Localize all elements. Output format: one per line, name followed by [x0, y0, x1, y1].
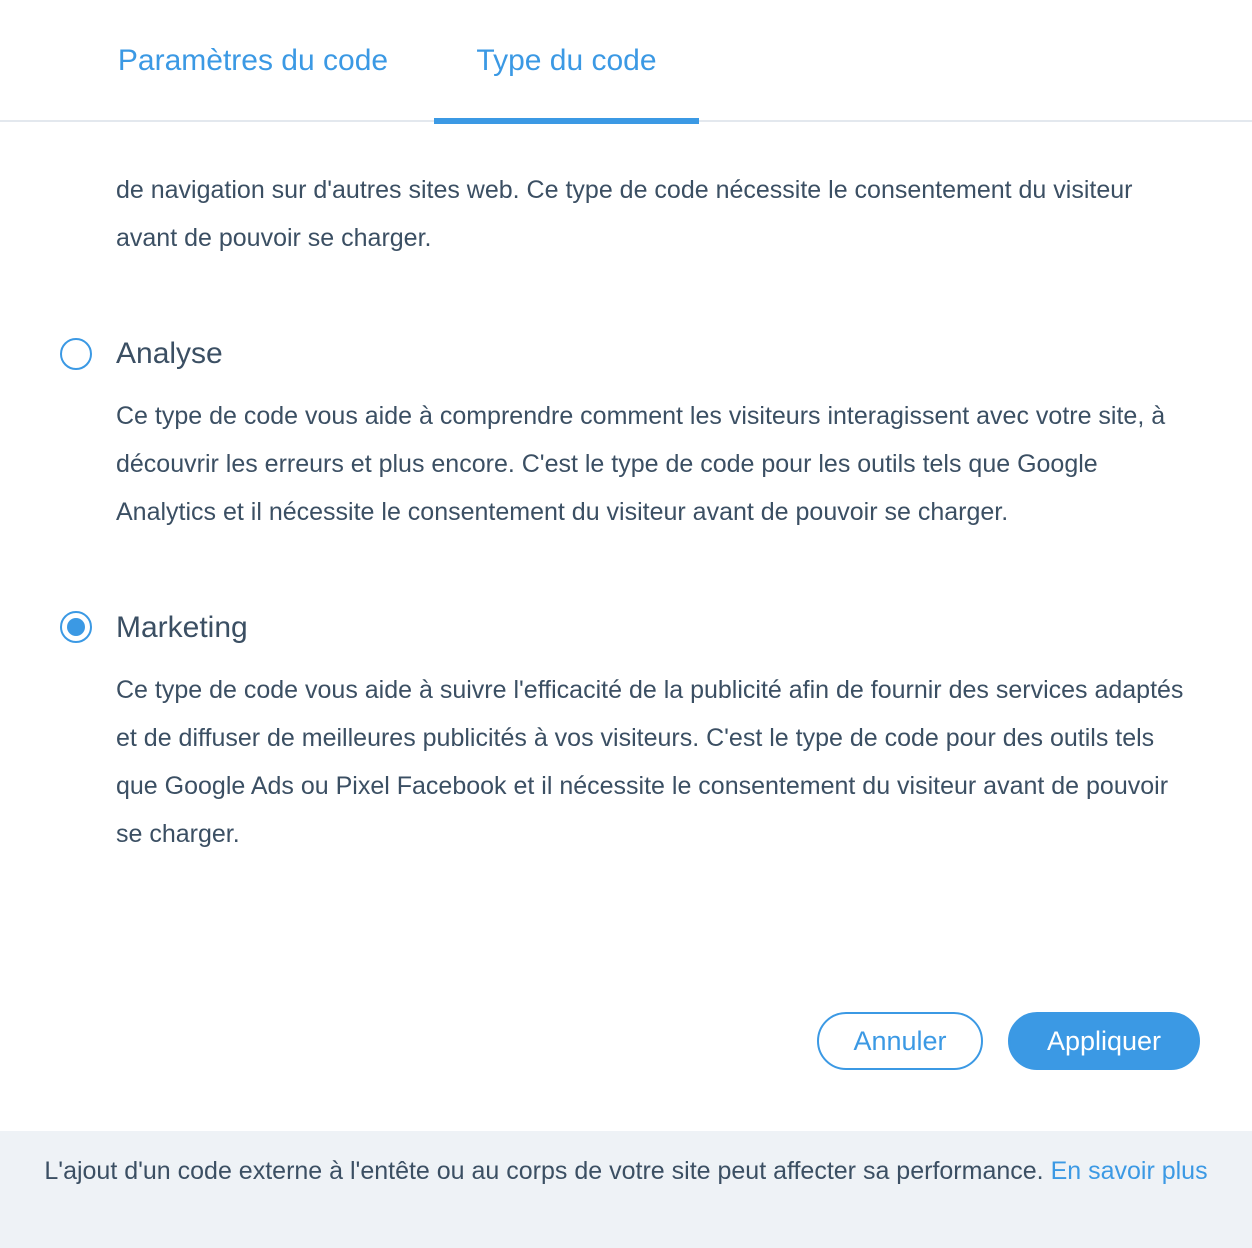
cancel-button[interactable]: Annuler	[817, 1012, 983, 1070]
learn-more-link[interactable]: En savoir plus	[1050, 1157, 1208, 1185]
tab-code-type[interactable]: Type du code	[434, 0, 699, 122]
footer-notice	[0, 1131, 1252, 1248]
footer-text: L'ajout d'un code externe à l'entête ou au corps de votre site peut affecter sa performance.	[44, 1157, 1044, 1185]
apply-button[interactable]: Appliquer	[1008, 1012, 1200, 1070]
radio-marketing[interactable]	[60, 611, 92, 643]
radio-analyse[interactable]	[60, 338, 92, 370]
option-description-marketing: Ce type de code vous aide à suivre l'efficacité de la publicité afin de fournir des services adaptés et de diffuser de meilleures publicités à vos visiteurs. C'est le type de code pour des outils tels que Google Ads ou Pixel Facebook et il nécessite le consentement du visiteur avant de pouvoir se charger.	[116, 676, 1184, 848]
intro-description: de navigation sur d'autres sites web. Ce type de code nécessite le consentement du visiteur avant de pouvoir se charger.	[116, 176, 1133, 252]
tab-bar	[0, 0, 1252, 122]
option-title-analyse[interactable]: Analyse	[116, 337, 223, 370]
option-title-marketing[interactable]: Marketing	[116, 611, 248, 644]
option-description-analyse: Ce type de code vous aide à comprendre comment les visiteurs interagissent avec votre site, à découvrir les erreurs et plus encore. C'est le type de code pour les outils tels que Google Analytics et il nécessite le consentement du visiteur avant de pouvoir se charger.	[116, 402, 1166, 526]
tab-code-settings[interactable]: Paramètres du code	[117, 44, 389, 77]
radio-selected-dot	[67, 618, 85, 636]
